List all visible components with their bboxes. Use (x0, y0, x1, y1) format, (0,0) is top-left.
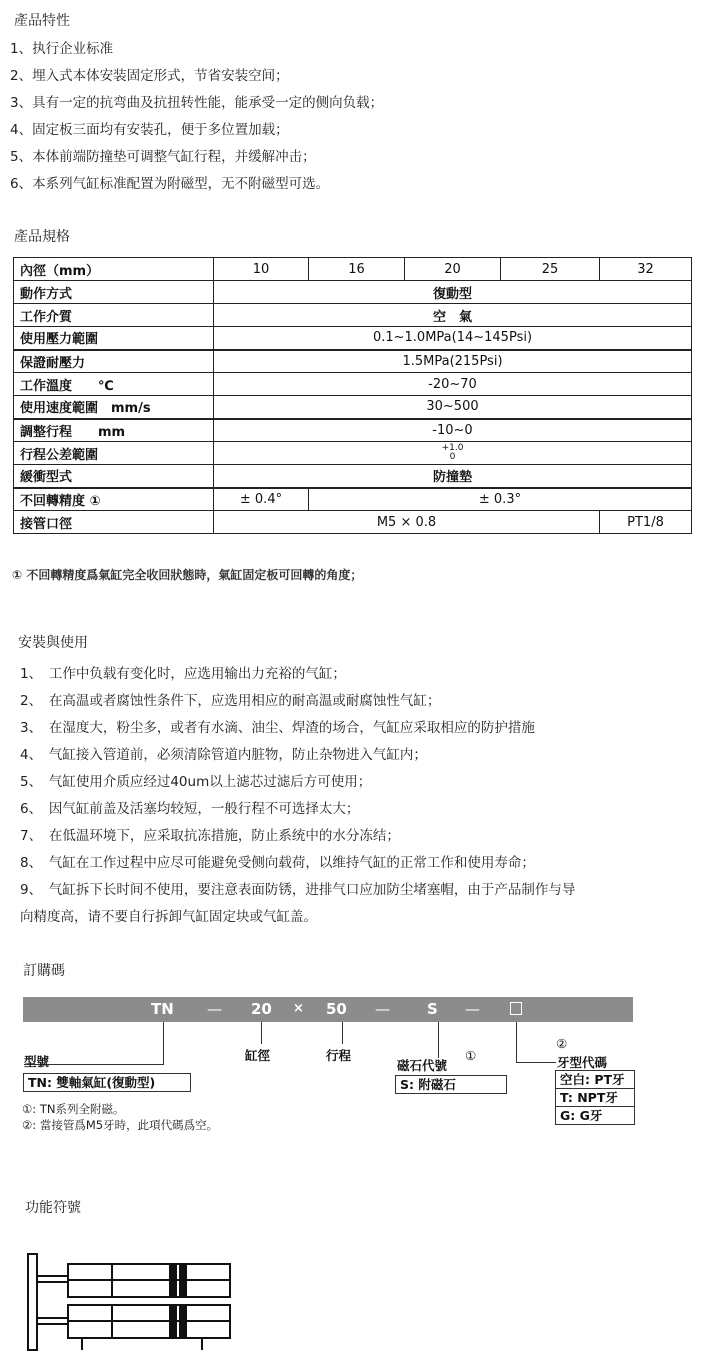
usage-item: 4、 气缸接入管道前，必须清除管道内脏物，防止杂物进入气缸内； (20, 747, 427, 763)
usage-title: 安裝與使用 (18, 635, 88, 651)
thread-label: 牙型代碼 (557, 1055, 608, 1070)
spec-row (14, 419, 692, 442)
spec-value (214, 442, 692, 465)
spec-row (14, 327, 692, 350)
usage-list (20, 661, 680, 904)
spec-label: 工作溫度 ℃ (14, 373, 214, 396)
order-code-bar (23, 997, 633, 1022)
magnet-mark: ① (465, 1048, 477, 1063)
spec-label: 接管口徑 (14, 511, 214, 534)
feature-item: 1、执行企业标准 (10, 41, 114, 57)
spec-label: 調整行程 mm (14, 419, 214, 442)
spec-label: 不回轉精度 ① (14, 488, 214, 511)
bore-20: 20 (405, 258, 501, 281)
spec-row (14, 488, 692, 511)
thread-mark: ② (556, 1036, 568, 1051)
code-stroke: 50 (326, 1000, 347, 1018)
usage-item: 9、 气缸拆下长时间不使用，要注意表面防锈，进排气口应加防尘堵塞帽，由于产品制作与导 (20, 882, 576, 898)
spec-value: 0.1~1.0MPa(14~145Psi) (214, 327, 692, 350)
connector-line (516, 1062, 556, 1063)
spec-value: -20~70 (214, 373, 692, 396)
tolerance-lower: 0 (449, 452, 456, 462)
thread-option: G: G牙 (555, 1106, 635, 1125)
usage-item: 2、 在高温或者腐蚀性条件下，应选用相应的耐高温或耐腐蚀性气缸； (20, 693, 441, 709)
spec-value: PT1/8 (600, 511, 692, 534)
magnet-label: 磁石代號 (397, 1058, 448, 1073)
feature-item: 2、埋入式本体安装固定形式，节省安装空间； (10, 68, 289, 84)
spec-label: 工作介質 (14, 304, 214, 327)
connector-line (438, 1022, 439, 1058)
spec-label: 使用壓力範圍 (14, 327, 214, 350)
spec-value: 防撞墊 (214, 465, 692, 488)
usage-item: 6、 因气缸前盖及活塞均较短，一般行程不可选择太大； (20, 801, 360, 817)
code-tn: TN (151, 1000, 174, 1018)
spec-value: 復動型 (214, 281, 692, 304)
spec-value: ± 0.3° (309, 488, 692, 511)
pneumatic-symbol-icon (20, 1250, 260, 1372)
spec-note: ① 不回轉精度爲氣缸完全收回狀態時，氣缸固定板可回轉的角度； (12, 568, 363, 582)
usage-item: 7、 在低温环境下，应采取抗冻措施，防止系统中的水分冻结； (20, 828, 400, 844)
code-thread-square (510, 1002, 522, 1015)
feature-item: 4、固定板三面均有安装孔，便于多位置加载； (10, 122, 289, 138)
code-magnet: S (427, 1000, 438, 1018)
spec-value: ± 0.4° (214, 488, 309, 511)
thread-option: 空白: PT牙 (555, 1070, 635, 1089)
usage-continuation: 向精度高，请不要自行拆卸气缸固定块或气缸盖。 (20, 909, 317, 925)
spec-label: 緩衝型式 (14, 465, 214, 488)
specs-title: 產品規格 (14, 229, 70, 245)
spec-header-row (14, 258, 692, 281)
spec-table (13, 257, 692, 534)
order-note: ①: TN系列全附磁。 (22, 1102, 125, 1116)
thread-option: T: NPT牙 (555, 1088, 635, 1107)
spec-label: 使用速度範圍 mm/s (14, 396, 214, 419)
spec-row (14, 373, 692, 396)
symbol-title: 功能符號 (25, 1200, 81, 1216)
spec-value: 空 氣 (214, 304, 692, 327)
spec-label: 行程公差範圍 (14, 442, 214, 465)
code-bore: 20 (251, 1000, 272, 1018)
spec-row (14, 396, 692, 419)
bore-10: 10 (214, 258, 309, 281)
spec-row (14, 304, 692, 327)
spec-row (14, 465, 692, 488)
code-dash: — (465, 1000, 480, 1018)
bore-label: 缸徑 (245, 1048, 271, 1063)
code-dash: — (375, 1000, 390, 1018)
features-list (10, 36, 383, 198)
order-title: 訂購碼 (23, 963, 65, 979)
stroke-tolerance (442, 444, 464, 462)
order-note: ②: 當接管爲M5牙時，此項代碼爲空。 (22, 1118, 219, 1132)
bore-25: 25 (501, 258, 600, 281)
model-label: 型號 (24, 1054, 50, 1069)
usage-item: 1、 工作中负载有变化时，应选用输出力充裕的气缸； (20, 666, 346, 682)
spec-value: 30~500 (214, 396, 692, 419)
feature-item: 6、本系列气缸标准配置为附磁型，无不附磁型可选。 (10, 176, 330, 192)
spec-value: 1.5MPa(215Psi) (214, 350, 692, 373)
magnet-value: S: 附磁石 (395, 1075, 507, 1094)
features-title: 產品特性 (14, 13, 70, 29)
bore-32: 32 (600, 258, 692, 281)
connector-line (261, 1022, 262, 1044)
usage-item: 8、 气缸在工作过程中应尽可能避免受侧向载荷，以维持气缸的正常工作和使用寿命； (20, 855, 535, 871)
connector-line (342, 1022, 343, 1044)
spec-label: 保證耐壓力 (14, 350, 214, 373)
spec-value: M5 × 0.8 (214, 511, 600, 534)
usage-item: 3、 在湿度大，粉尘多，或者有水滴、油尘、焊渣的场合，气缸应采取相应的防护措施 (20, 720, 535, 736)
spec-row (14, 281, 692, 304)
spec-value: -10~0 (214, 419, 692, 442)
connector-line (163, 1022, 164, 1064)
model-value: TN: 雙軸氣缸(復動型) (23, 1073, 191, 1092)
spec-row (14, 350, 692, 373)
feature-item: 5、本体前端防撞垫可调整气缸行程，并缓解冲击； (10, 149, 316, 165)
bore-16: 16 (309, 258, 405, 281)
stroke-label: 行程 (326, 1048, 352, 1063)
spec-header-label: 內徑（mm） (14, 258, 214, 281)
code-times: × (293, 1001, 304, 1016)
usage-item: 5、 气缸使用介质应经过40um以上滤芯过滤后方可使用； (20, 774, 372, 790)
code-dash: — (207, 1000, 222, 1018)
spec-label: 動作方式 (14, 281, 214, 304)
tolerance-upper: +1.0 (441, 443, 464, 453)
spec-row (14, 511, 692, 534)
spec-row (14, 442, 692, 465)
connector-line (516, 1022, 517, 1062)
feature-item: 3、具有一定的抗弯曲及抗扭转性能，能承受一定的侧向负载； (10, 95, 384, 111)
